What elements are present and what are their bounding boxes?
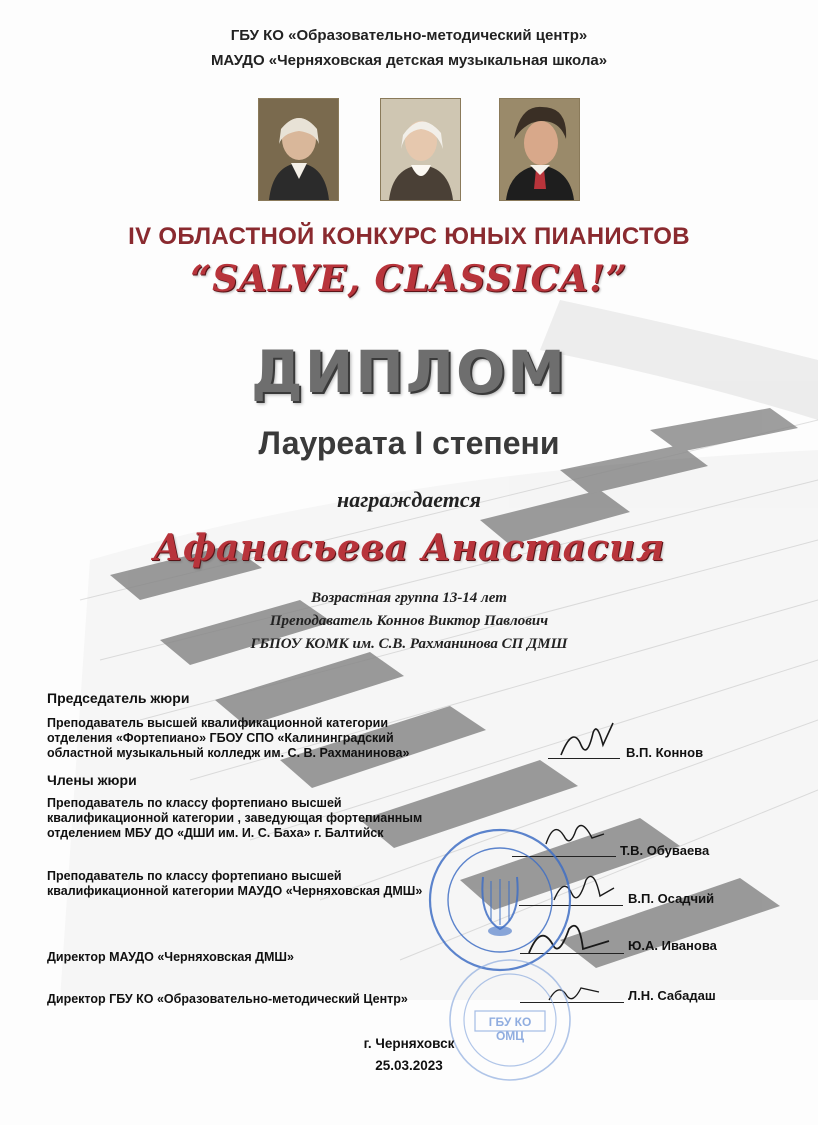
competition-title: IV ОБЛАСТНОЙ КОНКУРС ЮНЫХ ПИАНИСТОВ — [128, 223, 690, 250]
competition-motto: “SALVE, CLASSICA!” — [190, 258, 628, 300]
jury-chair-name: В.П. Коннов — [626, 745, 704, 760]
director-2-name: Л.Н. Сабадаш — [628, 988, 716, 1003]
composer-portrait-mozart — [380, 98, 461, 201]
jury-member-1-name: Т.В. Обуваева — [620, 843, 710, 858]
teacher-line: Преподаватель Коннов Виктор Павлович — [269, 613, 549, 629]
omc-seal-label: ГБУ КО ОМЦ — [488, 1015, 532, 1043]
signature-icon — [553, 715, 623, 765]
director-1-name: Ю.А. Иванова — [628, 938, 717, 953]
laureate-degree: Лауреата I степени — [258, 425, 560, 461]
recipient-name: Афанасьева Анастасия — [153, 527, 665, 569]
jury-chair-description: Преподаватель высшей квалификационной категории отделения «Фортепиано» ГБОУ СПО «Калининградский областной музыкальный колледж им. С. В. Рахманинова» — [47, 716, 410, 760]
awarded-label: награждается — [337, 487, 481, 512]
composer-portrait-beethoven — [499, 98, 580, 201]
school-line: ГБПОУ КОМК им. С.В. Рахманинова СП ДМШ — [250, 636, 568, 652]
director-1-title: Директор МАУДО «Черняховская ДМШ» — [47, 950, 294, 964]
composer-portrait-icon — [381, 99, 460, 200]
jury-members-heading: Члены жюри — [47, 772, 137, 788]
composer-portrait-haydn — [258, 98, 339, 201]
organizer-line-1: ГБУ КО «Образовательно-методический центр» — [230, 27, 588, 44]
jury-member-2-name: В.П. Осадчий — [628, 891, 715, 906]
jury-member-1-description: Преподаватель по классу фортепиано высшей квалификационной категории , заведующая фортепианным отделением МБУ ДО «ДШИ им. И. С. Баха» г. Балтийск — [47, 796, 423, 840]
jury-member-2-description: Преподаватель по классу фортепиано высшей квалификационной категории МАУДО «Черняховская ДМШ» — [47, 869, 423, 898]
diploma-heading: ДИПЛОМ — [251, 338, 567, 406]
city: г. Черняховск — [363, 1036, 455, 1051]
date: 25.03.2023 — [375, 1058, 443, 1073]
lyre-seal-icon — [425, 825, 575, 975]
composer-portrait-icon — [500, 99, 579, 200]
composer-portrait-icon — [259, 99, 338, 200]
jury-chair-heading: Председатель жюри — [47, 690, 190, 706]
director-2-title: Директор ГБУ КО «Образовательно-методический Центр» — [47, 992, 408, 1006]
age-group: Возрастная группа 13-14 лет — [311, 590, 507, 606]
organizer-line-2: МАУДО «Черняховская детская музыкальная школа» — [210, 52, 608, 69]
